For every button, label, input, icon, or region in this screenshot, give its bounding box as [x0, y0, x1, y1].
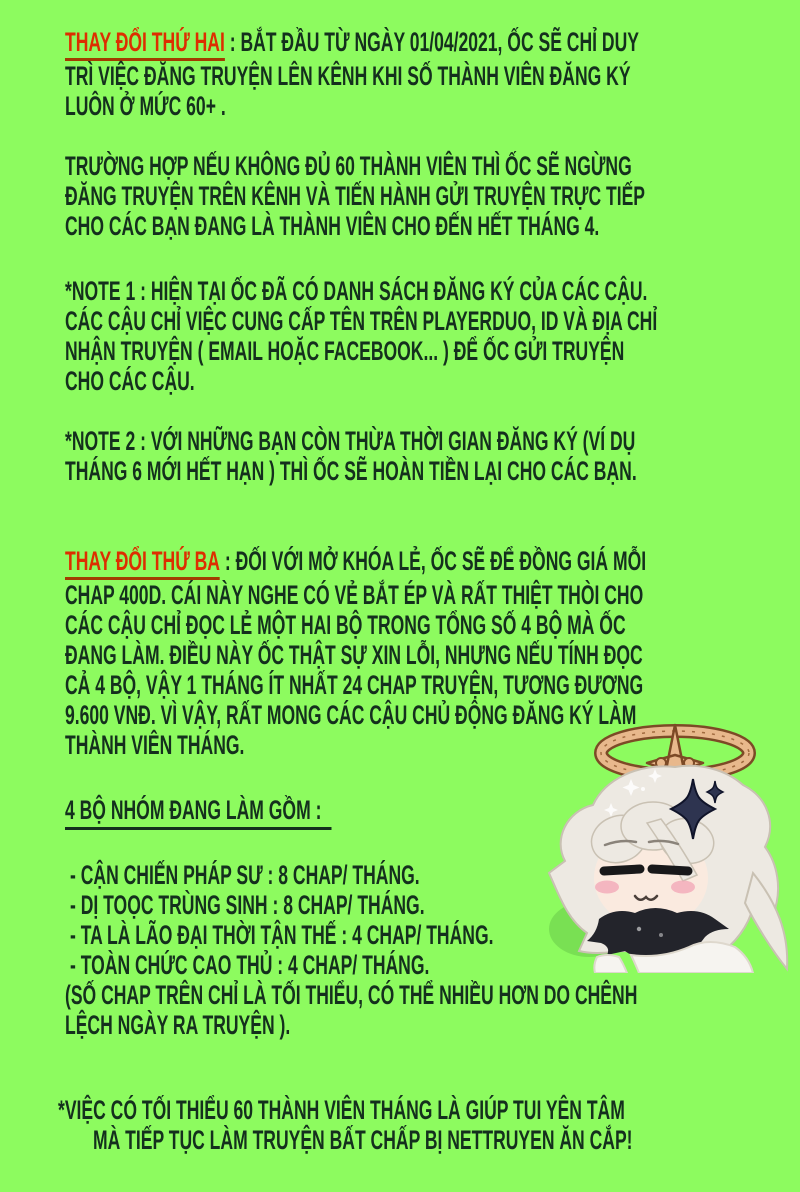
series-list-heading-line: [65, 795, 800, 830]
note-1-line-2: CÁC CẬU CHỈ VIỆC CUNG CẤP TÊN TRÊN PLAYERDUO, ID VÀ ĐỊA CHỈ: [65, 306, 658, 336]
section-three-line-2: CHAP 400D. CÁI NÀY NGHE CÓ VẺ BẮT ÉP VÀ RẤT THIỆT THÒI CHO: [65, 580, 644, 610]
case-60-line-1: TRƯỜNG HỢP NẾU KHÔNG ĐỦ 60 THÀNH VIÊN THÌ ỐC SẼ NGỪNG: [65, 151, 632, 181]
section-three-heading: THAY ĐỔI THỨ BA: [65, 546, 220, 580]
section-change-two: [65, 27, 800, 121]
section-two-line-3: LUÔN Ở MỨC 60+ .: [65, 91, 226, 121]
paragraph-line: [65, 27, 800, 61]
section-change-three: [65, 546, 800, 760]
note-2: [65, 426, 800, 486]
series-item-di-toc-trung-sinh: - DỊ TOỌC TRÙNG SINH : 8 CHAP/ THÁNG.: [70, 890, 425, 920]
series-list: [65, 860, 800, 980]
case-60-line-3: CHO CÁC BẠN ĐANG LÀ THÀNH VIÊN CHO ĐẾN HẾT THÁNG 4.: [65, 211, 600, 241]
footer-line-1: *VIỆC CÓ TỐI THIỂU 60 THÀNH VIÊN THÁNG LÀ GIÚP TUI YÊN TÂM: [58, 1095, 625, 1125]
note-1: [65, 276, 800, 396]
series-note-line-1: (SỐ CHAP TRÊN CHỈ LÀ TỐI THIỂU, CÓ THỂ NHIỀU HƠN DO CHÊNH: [65, 980, 638, 1010]
series-list-heading: 4 BỘ NHÓM ĐANG LÀM GỒM :: [65, 795, 332, 830]
section-three-line-5: CẢ 4 BỘ, VẬY 1 THÁNG ÍT NHẤT 24 CHAP TRUYỆN, TƯƠNG ĐƯƠNG: [65, 670, 644, 700]
section-two-line-1: BẮT ĐẦU TỪ NGÀY 01/04/2021, ỐC SẼ CHỈ DUY: [240, 27, 639, 57]
section-three-line-4: ĐANG LÀM. ĐIỀU NÀY ỐC THẬT SỰ XIN LỖI, NHƯNG NẾU TÍNH ĐỌC: [65, 640, 643, 670]
section-two-line-2: TRÌ VIỆC ĐĂNG TRUYỆN LÊN KÊNH KHI SỐ THÀNH VIÊN ĐĂNG KÝ: [65, 61, 631, 91]
note-2-line-1: *NOTE 2 : VỚI NHỮNG BẠN CÒN THỪA THỜI GIAN ĐĂNG KÝ (VÍ DỤ: [65, 426, 636, 456]
note-2-line-2: THÁNG 6 MỚI HẾT HẠN ) THÌ ỐC SẼ HOÀN TIỀN LẠI CHO CÁC BẠN.: [65, 456, 637, 486]
section-three-line-3: CÁC CẬU CHỈ ĐỌC LẺ MỘT HAI BỘ TRONG TỔNG SỐ 4 BỘ MÀ ỐC: [65, 610, 626, 640]
section-three-line-7: THÀNH VIÊN THÁNG.: [65, 730, 245, 760]
footer-note: [58, 1095, 800, 1155]
case-60-line-2: ĐĂNG TRUYỆN TRÊN KÊNH VÀ TIẾN HÀNH GỬI TRUYỆN TRỰC TIẾP: [65, 181, 646, 211]
section-three-line-6: 9.600 VNĐ. VÌ VẬY, RẤT MONG CÁC CẬU CHỦ ĐỘNG ĐĂNG KÝ LÀM: [65, 700, 637, 730]
note-1-line-4: CHO CÁC CẬU.: [65, 366, 195, 396]
paragraph-case-60: [65, 151, 800, 241]
series-item-ta-la-lao-dai: - TA LÀ LÃO ĐẠI THỜI TẬN THẾ : 4 CHAP/ THÁNG.: [70, 920, 494, 950]
series-note: [65, 980, 800, 1040]
note-1-line-3: NHẬN TRUYỆN ( EMAIL HOẶC FACEBOOK... ) ĐỂ ỐC GỬI TRUYỆN: [65, 336, 625, 366]
section-three-line-1: ĐỐI VỚI MỞ KHÓA LẺ, ỐC SẼ ĐỂ ĐỒNG GIÁ MỖI: [235, 546, 647, 576]
footer-line-2: MÀ TIẾP TỤC LÀM TRUYỆN BẤT CHẤP BỊ NETTRUYEN ĂN CẮP!: [93, 1125, 633, 1155]
series-item-toan-chuc-cao-thu: - TOÀN CHỨC CAO THỦ : 4 CHAP/ THÁNG.: [70, 950, 430, 980]
series-item-can-chien-phap-su: - CẬN CHIẾN PHÁP SƯ : 8 CHAP/ THÁNG.: [70, 860, 420, 890]
series-list-heading-block: [65, 795, 800, 830]
section-two-heading: THAY ĐỔI THỨ HAI: [65, 27, 225, 61]
heading-separator: :: [224, 27, 241, 57]
note-1-line-1: *NOTE 1 : HIỆN TẠI ỐC ĐÃ CÓ DANH SÁCH ĐĂNG KÝ CỦA CÁC CẬU.: [65, 276, 648, 306]
paragraph-line: [65, 546, 800, 580]
heading-separator: :: [219, 546, 236, 576]
series-note-line-2: LỆCH NGÀY RA TRUYỆN ).: [65, 1010, 291, 1040]
